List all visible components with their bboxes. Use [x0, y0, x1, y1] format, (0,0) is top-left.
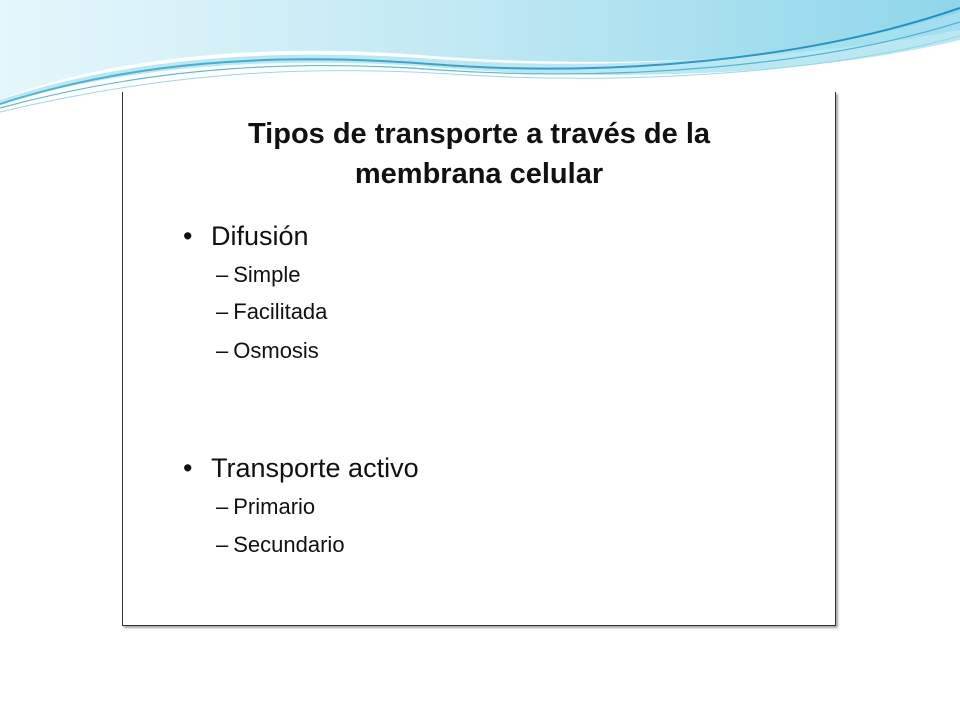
- bullet-label: Difusión: [211, 221, 309, 251]
- bullet-marker: •: [183, 221, 193, 251]
- sub-item: [216, 262, 301, 288]
- dash-marker: –: [216, 338, 229, 363]
- title-line-1: Tipos de transporte a través de la: [247, 118, 711, 150]
- sub-item: [216, 338, 319, 364]
- dash-marker: –: [216, 299, 229, 324]
- content-box: [122, 92, 836, 626]
- sub-item-label: Simple: [233, 262, 301, 287]
- sub-item: [216, 532, 345, 558]
- bullet-marker: •: [183, 453, 193, 483]
- dash-marker: –: [216, 494, 229, 519]
- sub-item-label: Facilitada: [233, 299, 328, 324]
- bullet-transporte-activo: [183, 452, 419, 484]
- slide-title: [123, 114, 835, 194]
- sub-item-label: Osmosis: [233, 338, 319, 363]
- dash-marker: –: [216, 532, 229, 557]
- dash-marker: –: [216, 262, 229, 287]
- sub-item: [216, 494, 315, 520]
- bullet-difusion: [183, 220, 309, 252]
- sub-item-label: Primario: [233, 494, 316, 519]
- sub-item: [216, 299, 327, 325]
- sub-item-label: Secundario: [233, 532, 345, 557]
- bullet-label: Transporte activo: [211, 453, 419, 483]
- title-line-2: membrana celular: [354, 158, 604, 190]
